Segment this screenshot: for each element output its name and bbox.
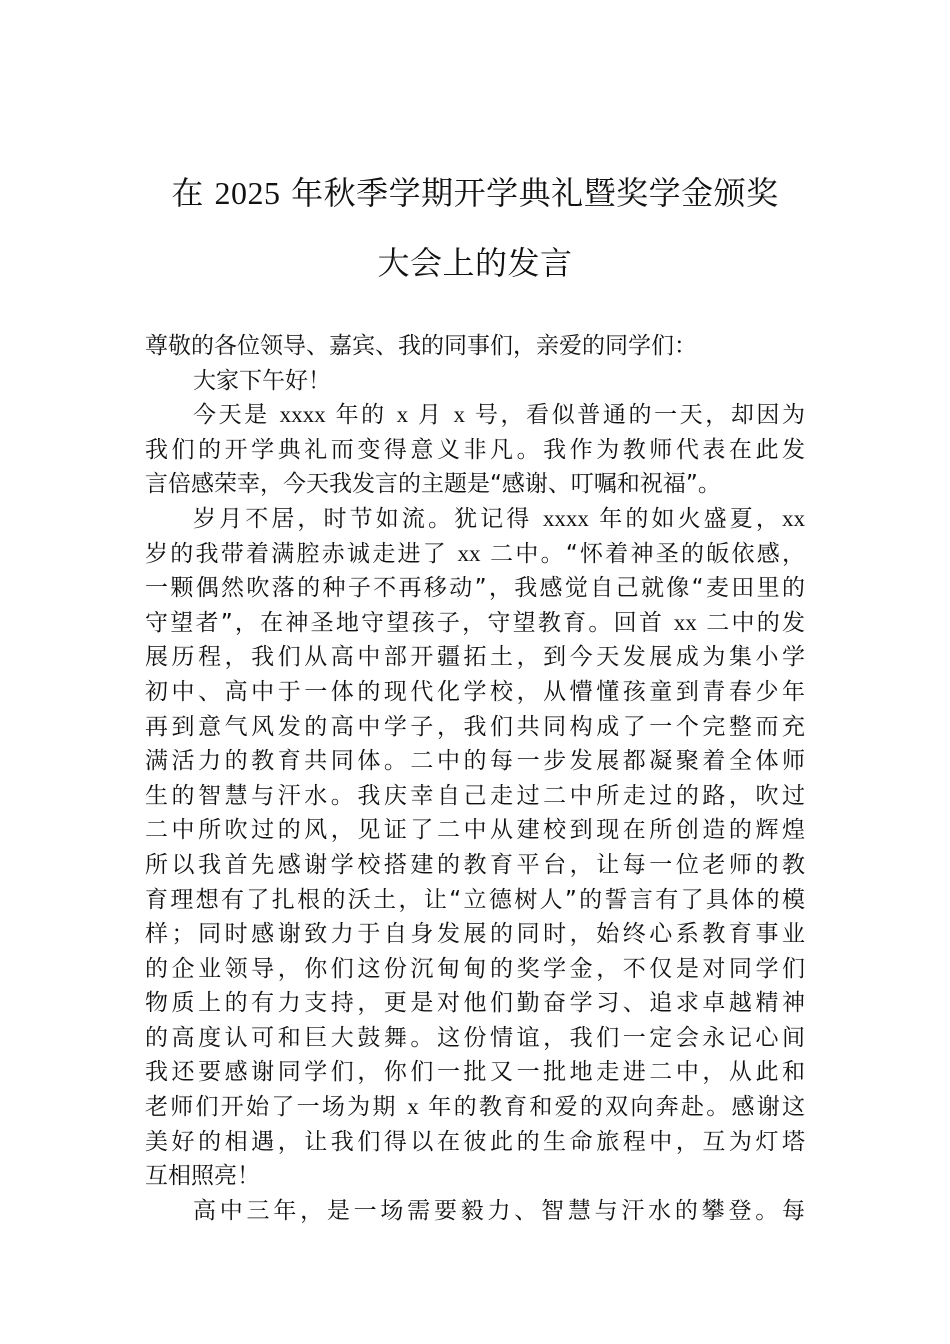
paragraph-line: 的企业领导，你们这份沉甸甸的奖学金，不仅是对同学们 bbox=[145, 955, 805, 982]
paragraph-line: 岁月不居，时节如流。犹记得 xxxx 年的如火盛夏，xx bbox=[193, 505, 806, 532]
paragraph-line: 生的智慧与汗水。我庆幸自己走过二中所走过的路，吹过 bbox=[145, 782, 805, 809]
paragraph-line: 一颗偶然吹落的种子不再移动”，我感觉自己就像“麦田里的 bbox=[145, 575, 805, 602]
paragraph-line: 大家下午好！ bbox=[193, 367, 331, 394]
paragraph-line: 物质上的有力支持，更是对他们勤奋学习、追求卓越精神 bbox=[145, 990, 805, 1017]
paragraph-line: 再到意气风发的高中学子，我们共同构成了一个完整而充 bbox=[145, 713, 805, 740]
paragraph-line: 二中所吹过的风，见证了二中从建校到现在所创造的辉煌 bbox=[145, 817, 805, 844]
paragraph-line: 高中三年，是一场需要毅力、智慧与汗水的攀登。每 bbox=[193, 1197, 805, 1224]
paragraph-line: 美好的相遇，让我们得以在彼此的生命旅程中，互为灯塔 bbox=[145, 1128, 805, 1155]
paragraph-line: 尊敬的各位领导、嘉宾、我的同事们，亲爱的同学们： bbox=[145, 333, 697, 359]
paragraph-line: 我还要感谢同学们，你们一批又一批地走进二中，从此和 bbox=[145, 1059, 805, 1086]
paragraph-line: 样；同时感谢致力于自身发展的同时，始终心系教育事业 bbox=[145, 921, 805, 948]
paragraph-line: 今天是 xxxx 年的 x 月 x 号，看似普通的一天，却因为 bbox=[193, 402, 806, 429]
paragraph-line: 所以我首先感谢学校搭建的教育平台，让每一位老师的教 bbox=[145, 851, 805, 878]
paragraph-line: 展历程，我们从高中部开疆拓土，到今天发展成为集小学 bbox=[145, 644, 805, 671]
paragraph-line: 守望者”，在神圣地守望孩子，守望教育。回首 xx 二中的发 bbox=[145, 609, 805, 636]
document-body bbox=[145, 329, 805, 1228]
paragraph-line: 岁的我带着满腔赤诚走进了 xx 二中。“怀着神圣的皈依感， bbox=[145, 540, 806, 567]
paragraph-line: 满活力的教育共同体。二中的每一步发展都凝聚着全体师 bbox=[145, 748, 805, 775]
document-title-line-1: 在 2025 年秋季学期开学典礼暨奖学金颁奖 bbox=[171, 174, 779, 212]
paragraph-line: 我们的开学典礼而变得意义非凡。我作为教师代表在此发 bbox=[145, 436, 805, 463]
paragraph-line: 初中、高中于一体的现代化学校，从懵懂孩童到青春少年 bbox=[145, 678, 805, 705]
paragraph-line: 言倍感荣幸，今天我发言的主题是“感谢、叮嘱和祝福”。 bbox=[145, 471, 721, 498]
paragraph-line: 互相照亮！ bbox=[145, 1163, 260, 1190]
document-title-line-2: 大会上的发言 bbox=[377, 244, 573, 282]
paragraph-line: 的高度认可和巨大鼓舞。这份情谊，我们一定会永记心间 bbox=[145, 1024, 805, 1051]
paragraph-line: 老师们开始了一场为期 x 年的教育和爱的双向奔赴。感谢这 bbox=[145, 1094, 806, 1121]
paragraph-line: 育理想有了扎根的沃土，让“立德树人”的誓言有了具体的模 bbox=[145, 886, 805, 913]
